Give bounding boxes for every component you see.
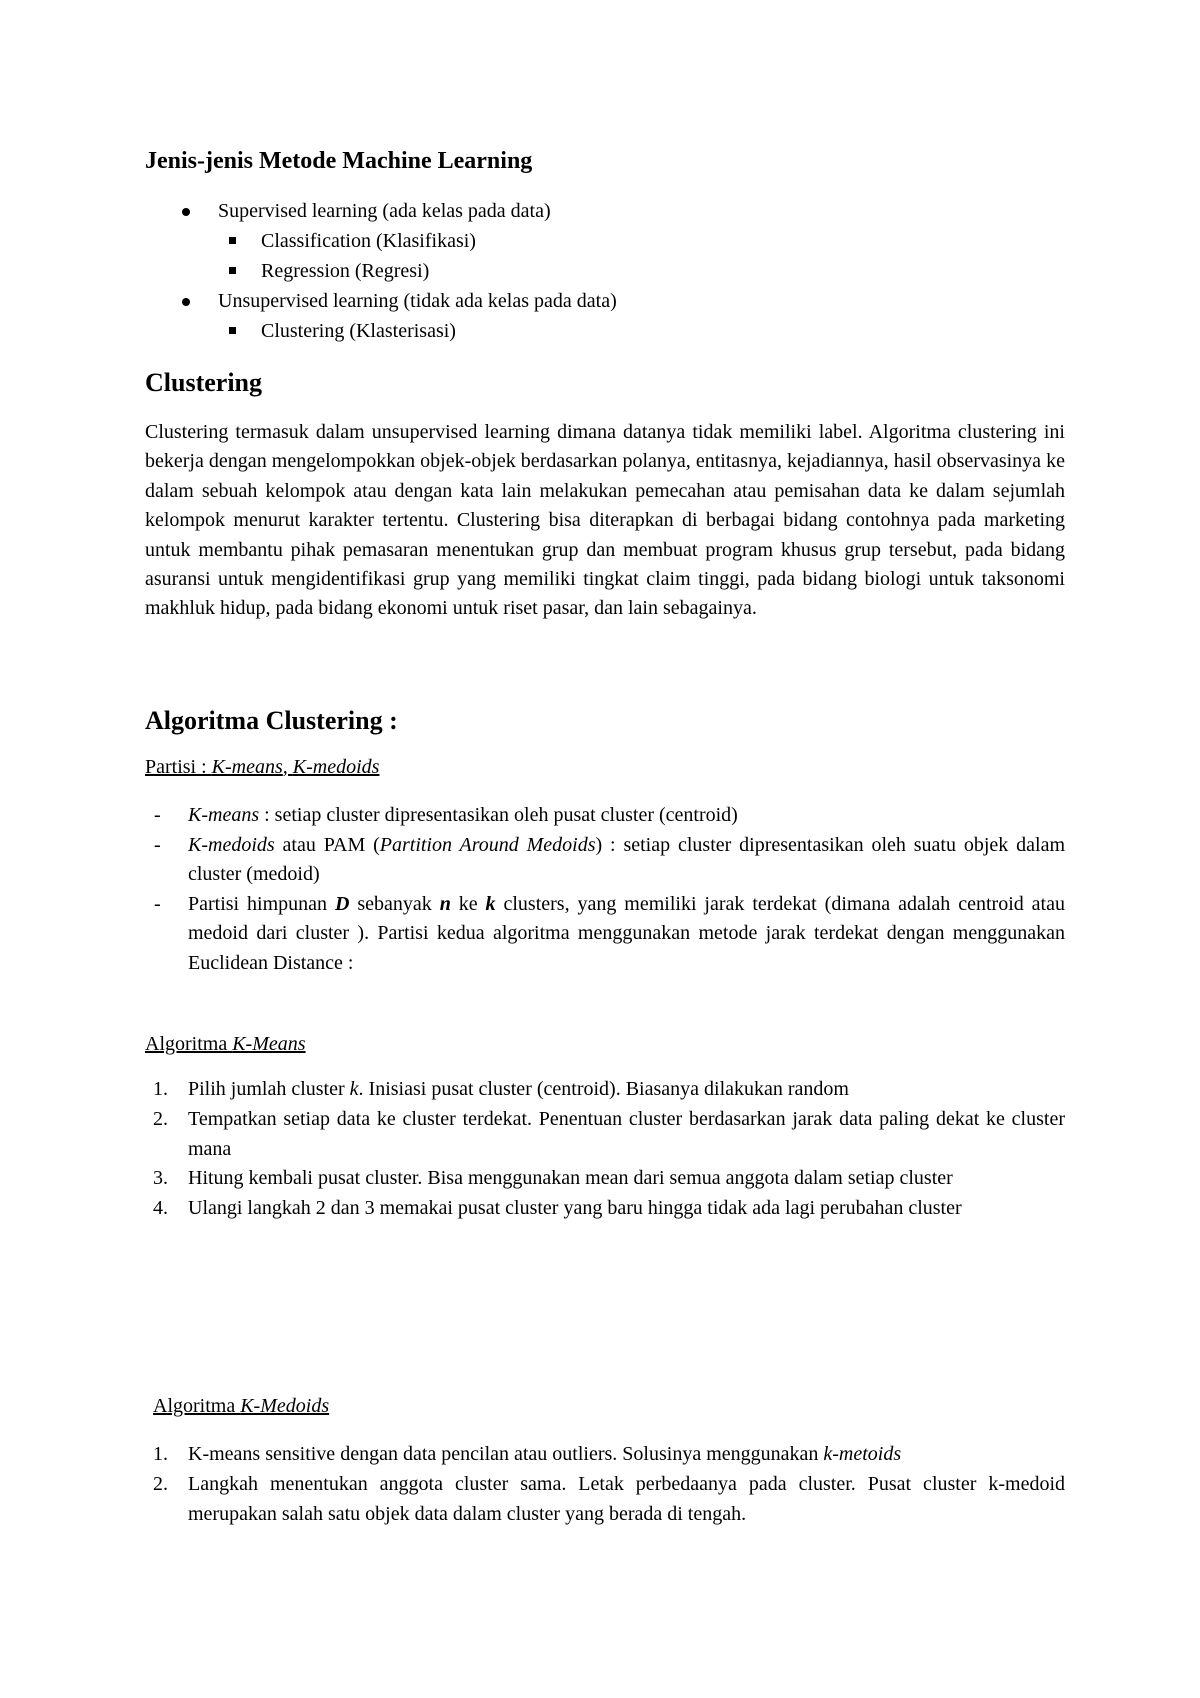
kmedoids-steps [145, 1440, 1065, 1529]
bullet-square-icon [229, 327, 236, 334]
list-item: Unsupervised learning (tidak ada kelas pada data) [145, 286, 617, 316]
list-item: 3. Hitung kembali pusat cluster. Bisa menggunakan mean dari semua anggota dalam setiap cluster [153, 1167, 953, 1190]
kmeans-title: Algoritma K-Means [145, 1033, 306, 1055]
list-item: 2. Tempatkan setiap data ke cluster terdekat. Penentuan cluster berdasarkan jarak data paling dekat ke cluster mana [153, 1107, 1065, 1160]
list-item: 1. K-means sensitive dengan data pencilan atau outliers. Solusinya menggunakan k-metoids [153, 1443, 902, 1465]
list-item: Clustering (Klasterisasi) [145, 316, 617, 346]
kmeans-steps [145, 1075, 1065, 1224]
heading-algorithms: Algoritma Clustering : [145, 706, 398, 735]
list-item: - Partisi himpunan D sebanyak n ke k clusters, yang memiliki jarak terdekat (dimana adalah centroid atau medoid dari cluster ). Partisi kedua algoritma menggunakan metode jarak terdekat dengan menggunakan Euclidean Distance : [154, 892, 1065, 974]
heading-clustering: Clustering [145, 368, 262, 397]
heading-methods: Jenis-jenis Metode Machine Learning [145, 148, 533, 174]
bullet-dot-icon [182, 208, 190, 216]
list-item: - K-medoids atau PAM (Partition Around Medoids) : setiap cluster dipresentasikan oleh suatu objek dalam cluster (medoid) [154, 833, 1066, 886]
algorithm-dash-list [145, 801, 1065, 979]
list-item: 2. Langkah menentukan anggota cluster sama. Letak perbedaanya pada cluster. Pusat cluster k-medoid merupakan salah satu objek data dalam cluster yang berada di tengah. [153, 1472, 1065, 1525]
list-item: Supervised learning (ada kelas pada data) [145, 196, 617, 226]
clustering-paragraph: Clustering termasuk dalam unsupervised learning dimana datanya tidak memiliki label. Algoritma clustering ini bekerja dengan mengelompokkan objek-objek berdasarkan polanya, entitasnya, kejadiannya, hasil observasinya ke dalam sebuah kelompok atau dengan kata lain melakukan pemecahan atau pemisahan data ke dalam sejumlah kelompok menurut karakter tertentu. Clustering bisa diterapkan di berbagai bidang contohnya pada marketing untuk membantu pihak pemasaran menentukan grup dan membuat program khusus grup tersebut, pada bidang asuransi untuk mengidentifikasi grup yang memiliki tingkat claim tinggi, pada bidang biologi untuk taksonomi makhluk hidup, pada bidang ekonomi untuk riset pasar, dan lain sebagainya. [145, 421, 1065, 620]
bullet-square-icon [229, 237, 236, 244]
list-item: Classification (Klasifikasi) [145, 226, 617, 256]
bullet-dot-icon [182, 298, 190, 306]
list-item: 1. Pilih jumlah cluster k. Inisiasi pusat cluster (centroid). Biasanya dilakukan random [153, 1078, 849, 1100]
methods-list [145, 196, 617, 346]
list-item: - K-means : setiap cluster dipresentasikan oleh pusat cluster (centroid) [154, 804, 738, 826]
list-item: 4. Ulangi langkah 2 dan 3 memakai pusat cluster yang baru hingga tidak ada lagi perubahan cluster [153, 1197, 962, 1220]
bullet-square-icon [229, 267, 236, 274]
list-item: Regression (Regresi) [145, 256, 617, 286]
partisi-line: Partisi : K-means, K-medoids [145, 756, 380, 778]
kmedoids-title: Algoritma K-Medoids [153, 1395, 330, 1417]
